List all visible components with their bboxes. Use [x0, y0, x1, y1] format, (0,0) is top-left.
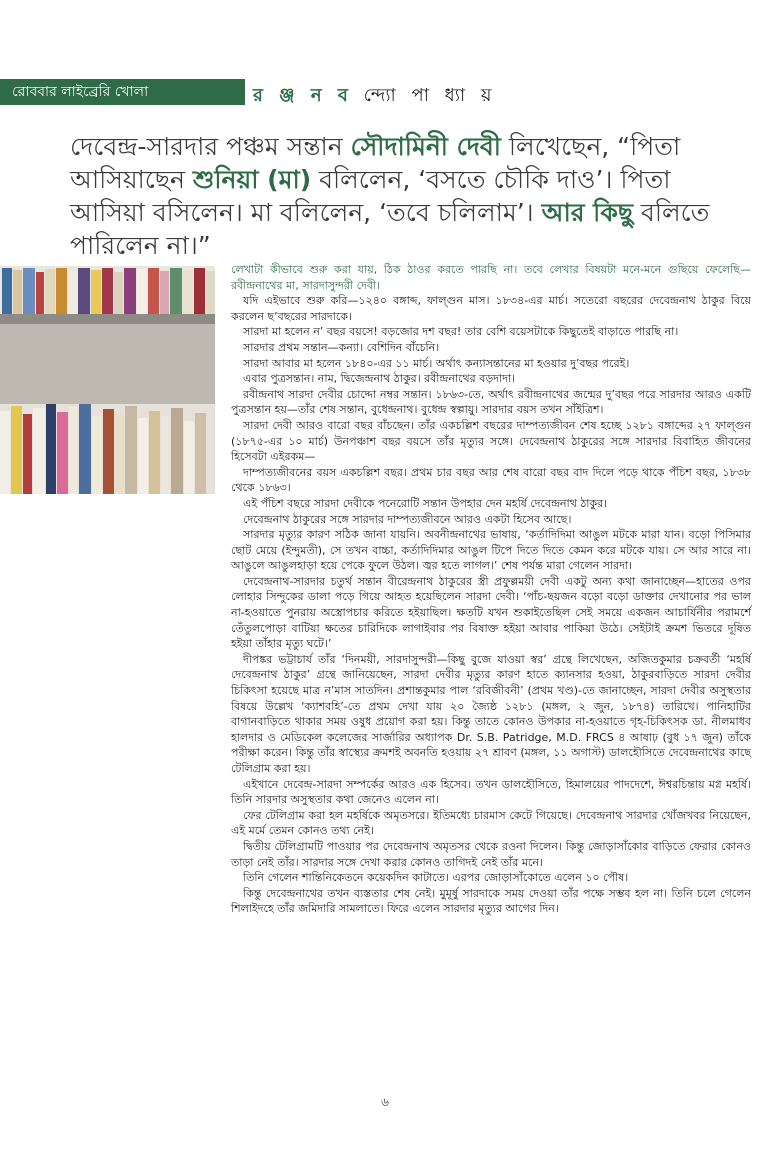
- header-rule: [0, 103, 245, 105]
- paragraph: সারদার মৃত্যুর কারণ সঠিক জানা যায়নি। অবনীন্দ্রনাথের ভাষায়, ‘কর্তাদিদিমা আঙুল মটকে মারা যান। বড়ো পিসিমার ছোট মেয়ে (ইন্দুমতী), সে তখন বাচ্চা, কর্তাদিদিমার আঙুল টিপে দিতে দিতে কেমন করে মটকে যায়। সে আর সারে না। আঙুলে আঙুলহাড়া হয়ে পেকে ফুলে উঠল। জ্বর হতে লাগল।’ শেষ পর্যন্ত মারা গেলেন সারদা।: [231, 528, 751, 573]
- paragraph: দ্বিতীয় টেলিগ্রামটি পাওয়ার পর দেবেন্দ্রনাথ অমৃতসর থেকে রওনা দিলেন। কিন্তু জোড়াসাঁকোর বাড়িতে ফেরার কোনও তাড়া নেই তাঁর। সারদার সঙ্গে দেখা করার কোনও তাগিদই নেই তাঁর মনে।: [231, 839, 751, 869]
- quote-segment: বলিলেন, ‘বসতে চৌকি দাও’। পিতা আসিয়া বসিলেন। মা বলিলেন, ‘তবে চলিলাম’।: [70, 165, 671, 227]
- quote-highlight: আর কিছু: [541, 198, 633, 227]
- author-last-initial: ব: [337, 85, 353, 106]
- paragraph: এবার পুত্রসন্তান। নাম, দ্বিজেন্দ্রনাথ ঠাকুর। রবীন্দ্রনাথের বড়দাদা।: [243, 372, 516, 386]
- author-last-name: ন্দ্যো পা ধ্যা য়: [352, 85, 497, 106]
- author-name: [253, 81, 497, 105]
- paragraph: সারদার প্রথম সন্তান—কন্যা। বেশিদিন বাঁচেনি।: [243, 340, 440, 354]
- paragraph: সারদা দেবী আরও বারো বছর বাঁচছেন। তাঁর একচল্লিশ বছরের দাম্পত্যজীবন শেষ হচ্ছে ১২৮১ বঙ্গাব্দের ২৭ ফাল্গুন (১৮৭৫-এর ১০ মার্চ) উনপঞ্চাশ বছর বয়সে তাঁর মৃত্যুর সঙ্গে। দেবেন্দ্রনাথ ঠাকুরের সঙ্গে সারদার বিবাহিত জীবনের হিসেবটা এইরকম—: [231, 418, 751, 464]
- pull-quote: [70, 130, 730, 262]
- paragraph: দেবেন্দ্রনাথ-সারদার চতুর্থ সন্তান বীরেন্দ্রনাথ ঠাকুরের স্ত্রী প্রফুল্লময়ী দেবী একটু অন্য কথা জানাচ্ছেন—হাতের ওপর লোহার সিন্দুকের ডালা পড়ে গিয়ে আহত হয়েছিলেন সারদা দেবী। ‘পাঁচ-ছয়জন বড়ো বড়ো ডাক্তার দেখানোর পর ভাল না-হওয়াতে পুনরায় অস্ত্রোপচার করিতে হইয়াছিল। ক্ষতটি যখন শুকাইতেছিল সেই সময়ে একজন আচার্যিনীর পরামর্শে তেঁতুলপোড়া বাটিয়া ক্ষতের চারিদিকে লাগাইবার পর বিষাক্ত হইয়া আবার পাকিয়া উঠে। সেইটাই ক্রমশ ভিতরে দূষিত হইয়া তাঁহার মৃত্যু ঘটে।’: [231, 574, 751, 651]
- bookshelf-photo: [0, 266, 215, 494]
- paragraph: দেবেন্দ্রনাথ ঠাকুরের সঙ্গে সারদার দাম্পত্যজীবনে আরও একটা হিসেব আছে।: [243, 512, 572, 526]
- bookshelf-illustration: [0, 266, 215, 494]
- paragraph: দাম্পত্যজীবনের বয়স একচল্লিশ বছর। প্রথম চার বছর আর শেষ বারো বছর বাদ দিলে পড়ে থাকে পঁচিশ বছর, ১৮৩৮ থেকে ১৮৬৩।: [231, 465, 751, 495]
- quote-segment: লিখেছেন, “পিতা আসিয়াছেন: [70, 132, 681, 194]
- section-label-text: রোববার লাইব্রেরি খোলা: [12, 84, 149, 100]
- paragraph: ফের টেলিগ্রাম করা হল মহর্ষিকে অমৃতসরে। ইতিমধ্যে চারমাস কেটে গিয়েছে। দেবেন্দ্রনাথ সারদার খোঁজখবর নিয়েছেন, এই মর্মে তেমন কোনও তথ্য নেই।: [231, 808, 751, 838]
- quote-segment: দেবেন্দ্র-সারদার পঞ্চম সন্তান: [70, 132, 351, 161]
- paragraph: কিন্তু দেবেন্দ্রনাথের তখন ব্যস্ততার শেষ নেই। মুমূর্ষু সারদাকে সময় দেওয়া তাঁর পক্ষে সম্ভব হল না। তিনি চলে গেলেন শিলাইদহে তাঁর জমিদারি সামলাতে। ফিরে এলেন সারদার মৃত্যুর আগের দিন।: [231, 886, 751, 916]
- paragraph: এই পঁচিশ বছরে সারদা দেবীকে পনেরোটি সন্তান উপহার দেন মহর্ষি দেবেন্দ্রনাথ ঠাকুর।: [243, 496, 608, 510]
- paragraph: দীপঙ্কর ভট্টাচার্য তাঁর ‘দিনময়ী, সারদাসুন্দরী—কিছু বুজে যাওয়া স্বর’ গ্রন্থে লিখেছেন, অজিতকুমার চক্রবর্তী ‘মহর্ষি দেবেন্দ্রনাথ ঠাকুর’ গ্রন্থে জানিয়েছেন, সারদা দেবীর মৃত্যুর কারণ হাতে ক্যানসার হওয়া, ঠাকুরবাড়িতে সারদা দেবীর চিকিৎসা হয়েছে মাত্র ন’মাস সাতদিন। প্রশান্তকুমার পাল ‘রবিজীবনী’ (প্রথম খণ্ড)-তে জানাচ্ছেন, সারদা দেবীর অসুস্থতার বিষয়ে উল্লেখ ‘ক্যাশবহি’-তে প্রথম দেখা যায় ২০ জ্যৈষ্ঠ ১২৮১ (মঙ্গল, ২ জুন, ১৮৭৪) তারিখে। পানিহাটির বাগানবাড়িতে থাকার সময় ওষুধ প্রয়োগ করা হয়। কিন্তু তাতে কোনও উপকার না-হওয়াতে গৃহ-চিকিৎসক ডা. নীলমাধব হালদার ও মেডিকেল কলেজের সার্জারির অধ্যাপক Dr. S.B. Patridge, M.D. FRCS ৪ আষাঢ় (বুধ ১৭ জুন) তাঁকে পরীক্ষা করেন। কিন্তু তাঁর স্বাস্থ্যের ক্রমশই অবনতি হওয়ায় ২৭ শ্রাবণ (মঙ্গল, ১১ অগাস্ট) ডালহৌসিতে দেবেন্দ্রনাথের কাছে টেলিগ্রাম করা হয়।: [231, 652, 751, 775]
- author-first-name: র ঞ্জ ন: [253, 85, 338, 106]
- paragraph: লেখাটা কীভাবে শুরু করা যায়, ঠিক ঠাওর করতে পারছি না। তবে লেখার বিষয়টা মনে-মনে গুছিয়ে ফেলেছি—রবীন্দ্রনাথের মা, সারদাসুন্দরী দেবী।: [231, 263, 751, 292]
- section-label: [0, 79, 245, 105]
- paragraph: তিনি গেলেন শান্তিনিকেতনে কয়েকদিন কাটাতে। এরপর জোড়াসাঁকোতে এলেন ১০ পৌষ।: [243, 871, 629, 885]
- quote-highlight: শুনিয়া (মা): [192, 165, 312, 194]
- paragraph: সারদা আবার মা হলেন ১৮৪০-এর ১১ মার্চ। অর্থাৎ কন্যাসন্তানের মা হওয়ার দু’বছর পরেই।: [243, 356, 630, 370]
- page-number: ৬: [381, 1095, 389, 1109]
- quote-highlight: সৌদামিনী দেবী: [350, 132, 501, 161]
- paragraph: যদি এইভাবে শুরু করি—১২৪০ বঙ্গাব্দ, ফাল্গুন মাস। ১৮৩৪-এর মার্চ। সতেরো বছরের দেবেন্দ্রনাথ ঠাকুর বিয়ে করলেন ছ’বছরের সারদাকে।: [231, 294, 751, 323]
- paragraph: সারদা মা হলেন ন’ বছর বয়সে! বড়জোর দশ বছর! তার বেশি বয়েসটাকে কিছুতেই বাড়াতে পারছি না।: [243, 325, 679, 339]
- article-body: [231, 262, 751, 917]
- paragraph: এইখানে দেবেন্দ্র-সারদা সম্পর্কের আরও এক হিসেব। তখন ডালহৌসিতে, হিমালয়ের পাদদেশে, ঈশ্বরচিন্তায় মগ্ন মহর্ষি। তিনি সারদার অসুস্থতার কথা জেনেও এলেন না।: [231, 777, 751, 807]
- paragraph: রবীন্দ্রনাথ সারদা দেবীর চোদ্দো নম্বর সন্তান। ১৮৬৩-তে, অর্থাৎ রবীন্দ্রনাথের জন্মের দু’বছর পরে সারদার আরও একটি পুত্রসন্তান হয়—তাঁর শেষ সন্তান, বুধেন্দ্রনাথ। বুধেন্দ্র স্বল্পায়ু। সারদার বয়স তখন সাঁইত্রিশ।: [231, 387, 751, 417]
- quote-segment: বলিতে পারিলেন না।”: [70, 198, 710, 260]
